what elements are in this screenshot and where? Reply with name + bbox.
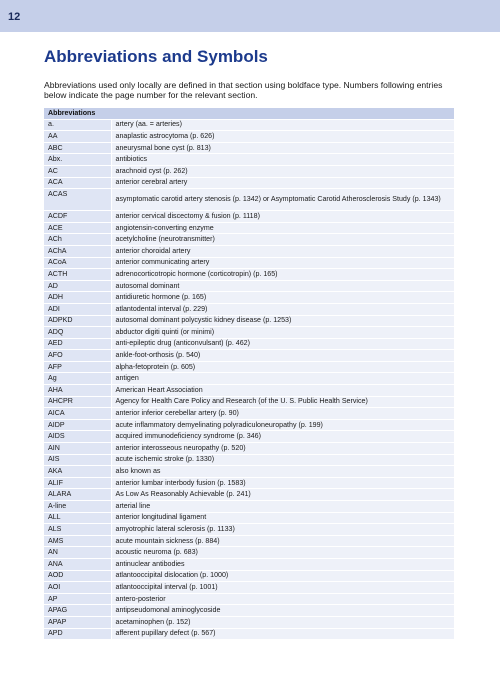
table-row <box>44 443 454 455</box>
table-row <box>44 315 454 327</box>
definition-cell: artery (aa. = arteries) <box>111 119 454 131</box>
definition-cell: ankle-foot-orthosis (p. 540) <box>111 350 454 362</box>
definition-cell: acute ischemic stroke (p. 1330) <box>111 454 454 466</box>
definition-cell: acoustic neuroma (p. 683) <box>111 547 454 559</box>
table-row <box>44 454 454 466</box>
table-row <box>44 477 454 489</box>
abbreviation-cell: ACoA <box>44 257 111 269</box>
table-row <box>44 257 454 269</box>
definition-cell: atlantodental interval (p. 229) <box>111 303 454 315</box>
table-row <box>44 628 454 640</box>
table-row <box>44 593 454 605</box>
abbreviation-cell: AHCPR <box>44 396 111 408</box>
table-header-row <box>44 108 454 119</box>
definition-cell: antigen <box>111 373 454 385</box>
abbreviation-cell: AICA <box>44 408 111 420</box>
abbreviation-cell: ALL <box>44 512 111 524</box>
abbreviation-cell: AFO <box>44 350 111 362</box>
definition-cell: acute mountain sickness (p. 884) <box>111 535 454 547</box>
table-row <box>44 234 454 246</box>
page-header-bar <box>0 0 500 32</box>
table-row <box>44 582 454 594</box>
abbreviation-cell: AC <box>44 165 111 177</box>
table-row <box>44 558 454 570</box>
definition-cell: afferent pupillary defect (p. 567) <box>111 628 454 640</box>
table-row <box>44 570 454 582</box>
table-row <box>44 165 454 177</box>
page-number: 12 <box>8 11 21 23</box>
definition-cell: amyotrophic lateral sclerosis (p. 1133) <box>111 524 454 536</box>
definition-cell: anterior choroidal artery <box>111 245 454 257</box>
table-row <box>44 535 454 547</box>
abbreviation-cell: AA <box>44 131 111 143</box>
table-body <box>44 119 454 640</box>
definition-cell: acquired immunodeficiency syndrome (p. 346) <box>111 431 454 443</box>
table-row <box>44 361 454 373</box>
definition-cell: anterior cerebral artery <box>111 177 454 189</box>
definition-cell: anaplastic astrocytoma (p. 626) <box>111 131 454 143</box>
table-row <box>44 303 454 315</box>
definition-cell: alpha-fetoprotein (p. 605) <box>111 361 454 373</box>
abbreviation-cell: AIS <box>44 454 111 466</box>
table-row <box>44 512 454 524</box>
abbreviation-cell: A-line <box>44 501 111 513</box>
table-row <box>44 338 454 350</box>
definition-cell: aneurysmal bone cyst (p. 813) <box>111 142 454 154</box>
abbreviation-cell: AIN <box>44 443 111 455</box>
abbreviation-cell: ACTH <box>44 269 111 281</box>
abbreviation-cell: AFP <box>44 361 111 373</box>
definition-cell: As Low As Reasonably Achievable (p. 241) <box>111 489 454 501</box>
table-row <box>44 131 454 143</box>
abbreviations-table <box>44 108 454 640</box>
abbreviation-cell: ABC <box>44 142 111 154</box>
abbreviation-cell: a. <box>44 119 111 131</box>
definition-cell: anterior inferior cerebellar artery (p. 90) <box>111 408 454 420</box>
table-row <box>44 489 454 501</box>
table-row <box>44 280 454 292</box>
definition-cell: autosomal dominant polycystic kidney disease (p. 1253) <box>111 315 454 327</box>
definition-cell: Agency for Health Care Policy and Research (of the U. S. Public Health Service) <box>111 396 454 408</box>
abbreviation-cell: ACA <box>44 177 111 189</box>
definition-cell: antidiuretic hormone (p. 165) <box>111 292 454 304</box>
definition-cell: adrenocorticotropic hormone (corticotropin) (p. 165) <box>111 269 454 281</box>
definition-cell: antinuclear antibodies <box>111 558 454 570</box>
abbreviation-cell: ACDF <box>44 211 111 223</box>
table-header: Abbreviations <box>44 108 454 119</box>
definition-cell: arterial line <box>111 501 454 513</box>
abbreviation-cell: AOD <box>44 570 111 582</box>
table-row <box>44 408 454 420</box>
table-row <box>44 350 454 362</box>
table-row <box>44 142 454 154</box>
table-row <box>44 292 454 304</box>
abbreviation-cell: Ag <box>44 373 111 385</box>
table-row <box>44 245 454 257</box>
table-row <box>44 189 454 211</box>
table-row <box>44 119 454 131</box>
table-row <box>44 466 454 478</box>
table-row <box>44 327 454 339</box>
abbreviation-cell: ACAS <box>44 189 111 211</box>
abbreviation-cell: AMS <box>44 535 111 547</box>
abbreviation-cell: ACh <box>44 234 111 246</box>
definition-cell: acetylcholine (neurotransmitter) <box>111 234 454 246</box>
table-row <box>44 222 454 234</box>
table-row <box>44 396 454 408</box>
definition-cell: anterior cervical discectomy & fusion (p. 1118) <box>111 211 454 223</box>
definition-cell: angiotensin-converting enzyme <box>111 222 454 234</box>
intro-paragraph: Abbreviations used only locally are defined in that section using boldface type. Numbers following entries below indicate the page number for the relevant section. <box>44 80 443 101</box>
definition-cell: abductor digiti quinti (or minimi) <box>111 327 454 339</box>
table-row <box>44 419 454 431</box>
abbreviation-cell: AChA <box>44 245 111 257</box>
abbreviation-cell: ALIF <box>44 477 111 489</box>
definition-cell: anti-epileptic drug (anticonvulsant) (p. 462) <box>111 338 454 350</box>
abbreviation-cell: AIDS <box>44 431 111 443</box>
table-row <box>44 524 454 536</box>
definition-cell: arachnoid cyst (p. 262) <box>111 165 454 177</box>
abbreviation-cell: ADPKD <box>44 315 111 327</box>
abbreviation-cell: AD <box>44 280 111 292</box>
abbreviation-cell: ANA <box>44 558 111 570</box>
abbreviation-cell: AHA <box>44 385 111 397</box>
table-row <box>44 211 454 223</box>
table-row <box>44 547 454 559</box>
abbreviation-cell: AKA <box>44 466 111 478</box>
definition-cell: atlantooccipital dislocation (p. 1000) <box>111 570 454 582</box>
definition-cell: anterior lumbar interbody fusion (p. 1583) <box>111 477 454 489</box>
abbreviation-cell: ADI <box>44 303 111 315</box>
abbreviation-cell: APD <box>44 628 111 640</box>
definition-cell: antipseudomonal aminoglycoside <box>111 605 454 617</box>
abbreviation-cell: ADH <box>44 292 111 304</box>
abbreviation-cell: ADQ <box>44 327 111 339</box>
definition-cell: anterior interosseous neuropathy (p. 520) <box>111 443 454 455</box>
definition-cell: atlantooccipital interval (p. 1001) <box>111 582 454 594</box>
table-row <box>44 269 454 281</box>
definition-cell: asymptomatic carotid artery stenosis (p. 1342) or Asymptomatic Carotid Atherosclerosis Study (p. 1343) <box>111 189 454 211</box>
definition-cell: autosomal dominant <box>111 280 454 292</box>
definition-cell: anterior communicating artery <box>111 257 454 269</box>
table-row <box>44 501 454 513</box>
definition-cell: also known as <box>111 466 454 478</box>
abbreviation-cell: APAG <box>44 605 111 617</box>
table-row <box>44 605 454 617</box>
abbreviation-cell: AN <box>44 547 111 559</box>
abbreviation-cell: APAP <box>44 616 111 628</box>
abbreviation-cell: AED <box>44 338 111 350</box>
table-row <box>44 154 454 166</box>
definition-cell: antero-posterior <box>111 593 454 605</box>
definition-cell: antibiotics <box>111 154 454 166</box>
definition-cell: acute inflammatory demyelinating polyradiculoneuropathy (p. 199) <box>111 419 454 431</box>
definition-cell: anterior longitudinal ligament <box>111 512 454 524</box>
abbreviation-cell: AP <box>44 593 111 605</box>
abbreviation-cell: ACE <box>44 222 111 234</box>
abbreviation-cell: ALS <box>44 524 111 536</box>
abbreviation-cell: Abx. <box>44 154 111 166</box>
page-title: Abbreviations and Symbols <box>44 47 268 66</box>
table-row <box>44 385 454 397</box>
abbreviation-cell: AOI <box>44 582 111 594</box>
definition-cell: American Heart Association <box>111 385 454 397</box>
abbreviation-cell: AIDP <box>44 419 111 431</box>
table-row <box>44 373 454 385</box>
abbreviation-cell: ALARA <box>44 489 111 501</box>
definition-cell: acetaminophen (p. 152) <box>111 616 454 628</box>
table-row <box>44 431 454 443</box>
table-row <box>44 177 454 189</box>
table-row <box>44 616 454 628</box>
